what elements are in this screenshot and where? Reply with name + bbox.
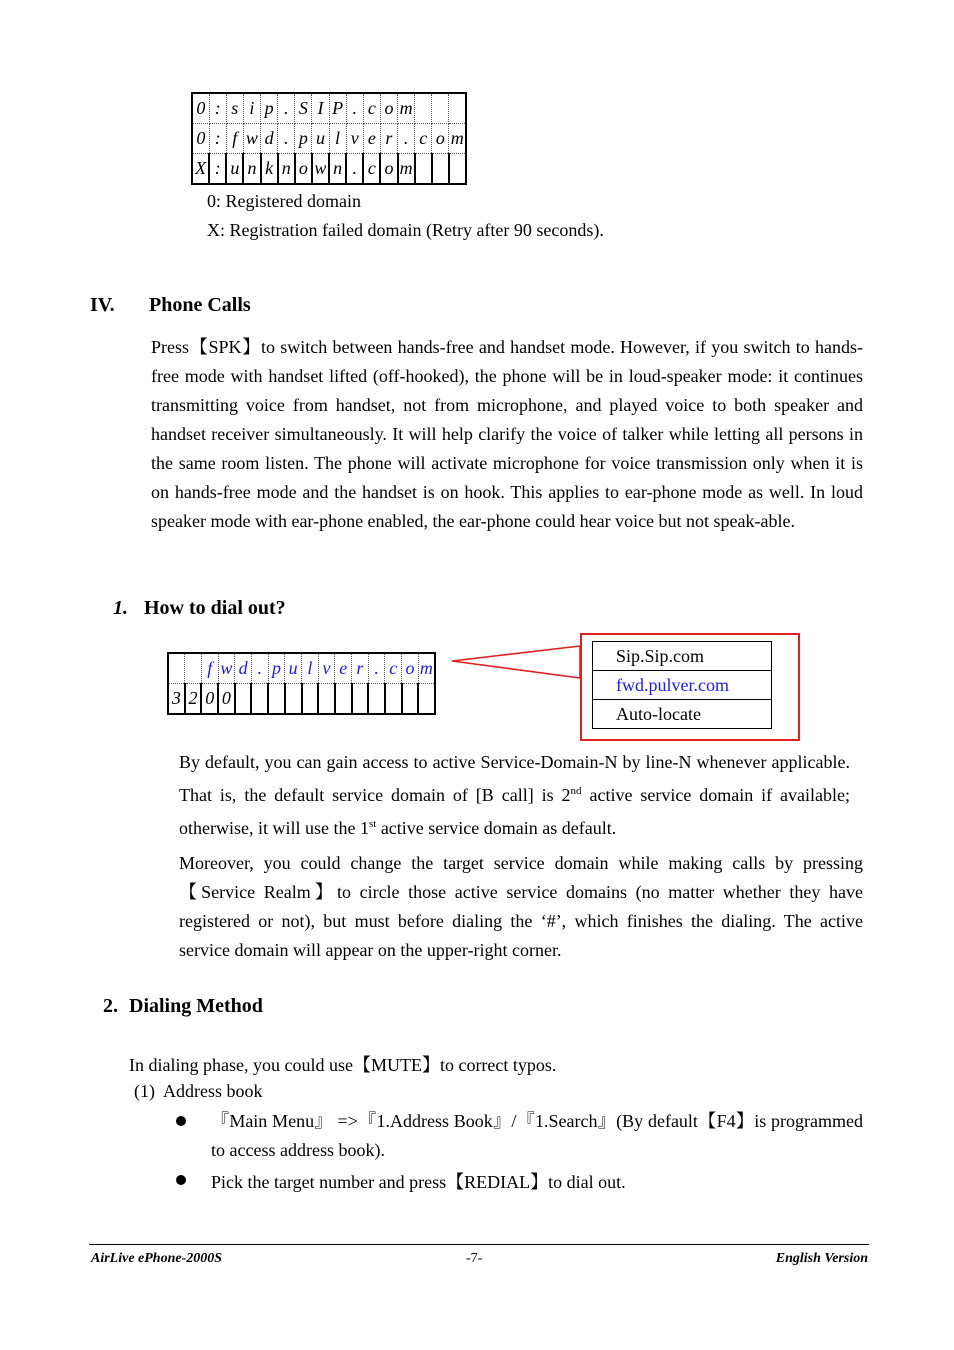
lcd-row xyxy=(192,93,466,124)
lcd-cell xyxy=(385,684,402,715)
lcd-cell: X xyxy=(192,154,209,185)
lcd-cell: . xyxy=(278,93,295,124)
lcd-cell xyxy=(302,684,319,715)
lcd-cell: i xyxy=(243,93,260,124)
lcd-cell: f xyxy=(226,124,243,154)
callout-arrow xyxy=(440,640,590,700)
lcd-cell: d xyxy=(261,124,278,154)
lcd-cell: n xyxy=(329,154,346,185)
domain-item-selected: fwd.pulver.com xyxy=(593,671,772,700)
lcd-cell: I xyxy=(312,93,329,124)
lcd-cell: e xyxy=(363,124,380,154)
lcd-row xyxy=(192,154,466,185)
subsection-title: Dialing Method xyxy=(129,995,263,1017)
lcd-cell xyxy=(185,653,202,684)
lcd-cell: c xyxy=(415,124,432,154)
lcd-cell: l xyxy=(329,124,346,154)
lcd-cell xyxy=(268,684,285,715)
lcd-cell xyxy=(335,684,352,715)
lcd-cell: r xyxy=(380,124,397,154)
lcd-cell xyxy=(449,93,466,124)
lcd-cell: f xyxy=(201,653,218,684)
lcd-cell: v xyxy=(346,124,363,154)
lcd-cell: c xyxy=(385,653,402,684)
lcd-cell: . xyxy=(346,154,363,185)
lcd-cell: o xyxy=(295,154,312,185)
lcd-cell: p xyxy=(268,653,285,684)
lcd-cell xyxy=(318,684,335,715)
service-domain-list xyxy=(592,641,772,729)
lcd-cell xyxy=(449,154,466,185)
lcd-cell: l xyxy=(302,653,319,684)
lcd-cell: e xyxy=(335,653,352,684)
lcd-cell xyxy=(235,684,252,715)
address-book-step-2: Pick the target number and press【REDIAL】to dial out. xyxy=(211,1172,626,1192)
lcd-cell xyxy=(432,154,449,185)
lcd-cell: o xyxy=(380,154,397,185)
subsection-title: How to dial out? xyxy=(144,597,286,619)
lcd-cell: 0 xyxy=(201,684,218,715)
section-body: Press【SPK】to switch between hands-free and handset mode. However, if you switch to hands-free mode with handset lifted (off-hooked), the phone will be in loud-speaker mode: it continues transmitting voice from handset, not from microphone, and played voice to both speaker and handset receiver simultaneously. It will help clarify the voice of talker while letting all persons in the same room listen. The phone will activate microphone for voice transmission only when it is on hands-free mode and the handset is on hook. This applies to ear-phone mode as well. In loud speaker mode with ear-phone enabled, the ear-phone could hear voice but not speak-able. xyxy=(151,337,863,531)
legend-failed: X: Registration failed domain (Retry after 90 seconds). xyxy=(207,220,604,240)
lcd-cell: 3 xyxy=(168,684,185,715)
lcd-cell: p xyxy=(261,93,278,124)
lcd-cell: m xyxy=(398,154,415,185)
lcd-cell: s xyxy=(226,93,243,124)
address-book-step-1: 『Main Menu』 =>『1.Address Book』/『1.Search』(By default【F4】is programmed to access address book). xyxy=(211,1111,863,1160)
lcd-cell: m xyxy=(449,124,466,154)
lcd-cell: : xyxy=(209,154,226,185)
lcd-cell: o xyxy=(380,93,397,124)
section-title: Phone Calls xyxy=(149,294,251,316)
lcd-cell xyxy=(251,684,268,715)
lcd-cell: . xyxy=(278,124,295,154)
lcd-cell: p xyxy=(295,124,312,154)
lcd-row xyxy=(168,684,435,715)
subsection-number: 1. xyxy=(113,597,128,619)
lcd-cell: u xyxy=(312,124,329,154)
lcd-cell: n xyxy=(243,154,260,185)
dialing-intro: In dialing phase, you could use【MUTE】to correct typos. xyxy=(129,1055,557,1075)
lcd-cell: 2 xyxy=(185,684,202,715)
lcd-cell xyxy=(432,93,449,124)
bullet-icon xyxy=(176,1175,186,1185)
bullet-icon xyxy=(176,1116,186,1126)
lcd-cell: S xyxy=(295,93,312,124)
lcd-display-domain-status xyxy=(191,92,467,185)
lcd-cell: w xyxy=(243,124,260,154)
subsection-number: 2. xyxy=(103,995,118,1017)
lcd-cell xyxy=(415,93,432,124)
lcd-cell: 0 xyxy=(192,124,209,154)
lcd-cell: o xyxy=(402,653,419,684)
lcd-cell: u xyxy=(285,653,302,684)
domain-item: Auto-locate xyxy=(593,700,772,729)
lcd-cell: P xyxy=(329,93,346,124)
lcd-cell xyxy=(352,684,369,715)
lcd-cell: . xyxy=(368,653,385,684)
lcd-cell: . xyxy=(398,124,415,154)
lcd-cell: : xyxy=(209,124,226,154)
footer-version: English Version xyxy=(775,1251,868,1266)
lcd-row xyxy=(168,653,435,684)
legend-registered: 0: Registered domain xyxy=(207,191,361,211)
lcd-cell: k xyxy=(261,154,278,185)
lcd-cell: d xyxy=(235,653,252,684)
address-book-label: (1) Address book xyxy=(134,1081,263,1101)
lcd-cell: m xyxy=(398,93,415,124)
lcd-cell: o xyxy=(432,124,449,154)
lcd-cell: w xyxy=(218,653,235,684)
lcd-cell: . xyxy=(346,93,363,124)
lcd-cell xyxy=(168,653,185,684)
lcd-cell: : xyxy=(209,93,226,124)
lcd-cell: 0 xyxy=(192,93,209,124)
lcd-cell xyxy=(418,684,435,715)
lcd-display-dialing xyxy=(167,652,436,715)
lcd-cell: u xyxy=(226,154,243,185)
lcd-cell xyxy=(402,684,419,715)
lcd-cell xyxy=(368,684,385,715)
footer-product: AirLive ePhone-2000S xyxy=(91,1251,223,1266)
footer-page-number: -7- xyxy=(466,1251,483,1266)
default-domain-paragraph: By default, you can gain access to active Service-Domain-N by line-N whenever applicable. That is, the default service domain of [B call] is 2nd active service domain if available; otherwise, it will use the 1st active service domain as default. xyxy=(179,752,851,838)
lcd-cell: . xyxy=(251,653,268,684)
lcd-cell xyxy=(415,154,432,185)
lcd-cell: c xyxy=(363,93,380,124)
section-number: IV. xyxy=(90,294,115,316)
footer-rule xyxy=(89,1244,869,1245)
lcd-cell: m xyxy=(418,653,435,684)
lcd-cell: c xyxy=(363,154,380,185)
lcd-cell: v xyxy=(318,653,335,684)
service-realm-paragraph: Moreover, you could change the target service domain while making calls by pressing【Service Realm】to circle those active service domains (no matter whether they have registered or not), but must before dialing the ‘#’, which finishes the dialing. The active service domain will appear on the upper-right corner. xyxy=(179,853,863,960)
lcd-cell: w xyxy=(312,154,329,185)
lcd-cell: r xyxy=(352,653,369,684)
lcd-cell: n xyxy=(278,154,295,185)
lcd-row xyxy=(192,124,466,154)
domain-item: Sip.Sip.com xyxy=(593,642,772,671)
lcd-cell xyxy=(285,684,302,715)
lcd-cell: 0 xyxy=(218,684,235,715)
